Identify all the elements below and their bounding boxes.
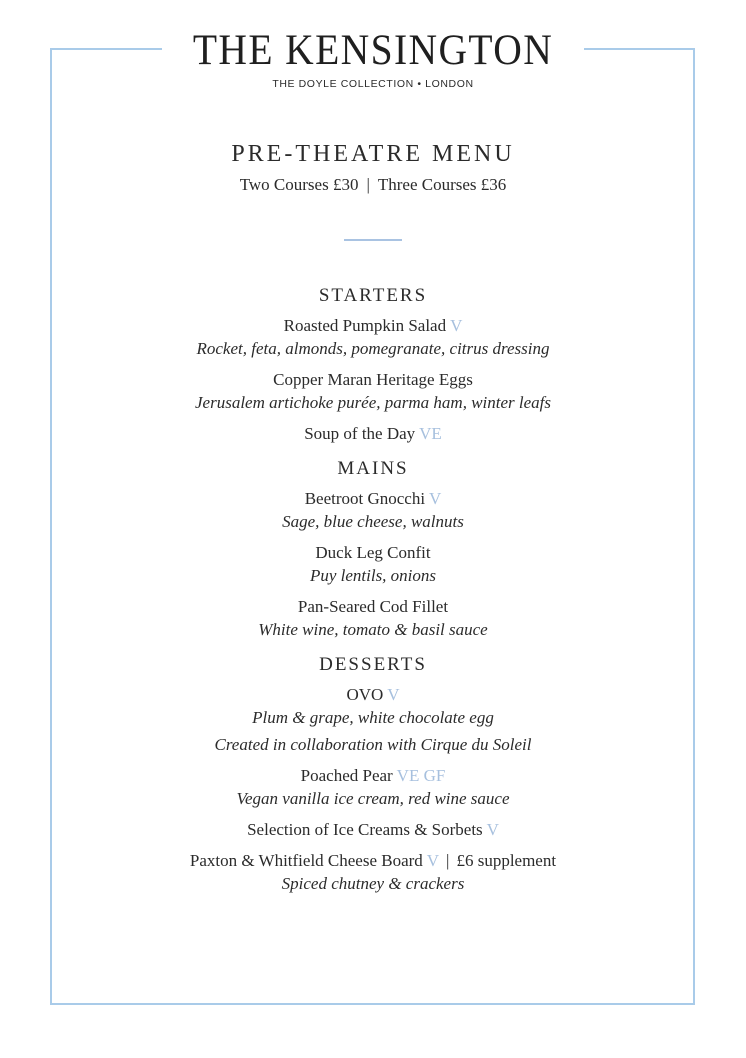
- section-title: DESSERTS: [319, 654, 427, 675]
- item-description: Rocket, feta, almonds, pomegranate, citrus dressing: [196, 339, 550, 358]
- menu-prices: [0, 175, 746, 195]
- menu-item: [0, 422, 746, 445]
- dietary-tag: V: [486, 820, 499, 839]
- dietary-tag: V: [429, 489, 442, 508]
- menu-item: [0, 818, 746, 841]
- item-name: Roasted Pumpkin Salad: [283, 316, 447, 335]
- item-name: OVO: [346, 685, 384, 704]
- item-name: Soup of the Day: [304, 424, 416, 443]
- frame-border-bottom: [50, 1003, 695, 1005]
- item-name: Paxton & Whitfield Cheese Board: [189, 851, 423, 870]
- menu-item: [0, 541, 746, 587]
- item-description: Jerusalem artichoke purée, parma ham, winter leafs: [195, 393, 551, 412]
- item-name: Beetroot Gnocchi: [304, 489, 426, 508]
- item-name: Selection of Ice Creams & Sorbets: [247, 820, 483, 839]
- menu-item: [0, 683, 746, 756]
- supplement-separator: |: [446, 851, 450, 870]
- section-desserts: [0, 651, 746, 895]
- item-description: Spiced chutney & crackers: [281, 874, 465, 893]
- item-description: White wine, tomato & basil sauce: [258, 620, 488, 639]
- dietary-tag: VE: [419, 424, 442, 443]
- menu-item: [0, 368, 746, 414]
- menu-item: [0, 849, 746, 895]
- item-name: Duck Leg Confit: [315, 543, 431, 562]
- divider: [344, 239, 402, 241]
- price-three-courses: Three Courses £36: [377, 175, 507, 194]
- section-title: MAINS: [337, 458, 409, 479]
- item-name: Copper Maran Heritage Eggs: [273, 370, 473, 389]
- menu-item: [0, 487, 746, 533]
- menu-item: [0, 764, 746, 810]
- price-separator: |: [366, 175, 370, 194]
- section-title: STARTERS: [318, 285, 428, 306]
- menu-item: [0, 595, 746, 641]
- brand-logo: THE KENSINGTON: [192, 27, 554, 74]
- dietary-tag: V: [426, 851, 440, 870]
- section-mains: [0, 455, 746, 641]
- section-starters: [0, 282, 746, 445]
- dietary-tag: V: [450, 316, 463, 335]
- item-description: Plum & grape, white chocolate egg: [252, 708, 494, 727]
- dietary-tag: VE GF: [396, 766, 446, 785]
- menu-content: [0, 282, 746, 905]
- brand-subtitle: THE DOYLE COLLECTION • LONDON: [272, 78, 474, 90]
- item-description: Sage, blue cheese, walnuts: [282, 512, 464, 531]
- item-note: Created in collaboration with Cirque du Soleil: [214, 735, 532, 754]
- supplement-price: £6 supplement: [456, 851, 557, 870]
- menu-title: PRE-THEATRE MENU: [231, 141, 515, 167]
- dietary-tag: V: [387, 685, 400, 704]
- item-name: Pan-Seared Cod Fillet: [297, 597, 449, 616]
- price-two-courses: Two Courses £30: [239, 175, 359, 194]
- menu-item: [0, 314, 746, 360]
- item-description: Puy lentils, onions: [309, 566, 437, 585]
- item-name: Poached Pear: [300, 766, 393, 785]
- item-description: Vegan vanilla ice cream, red wine sauce: [236, 789, 510, 808]
